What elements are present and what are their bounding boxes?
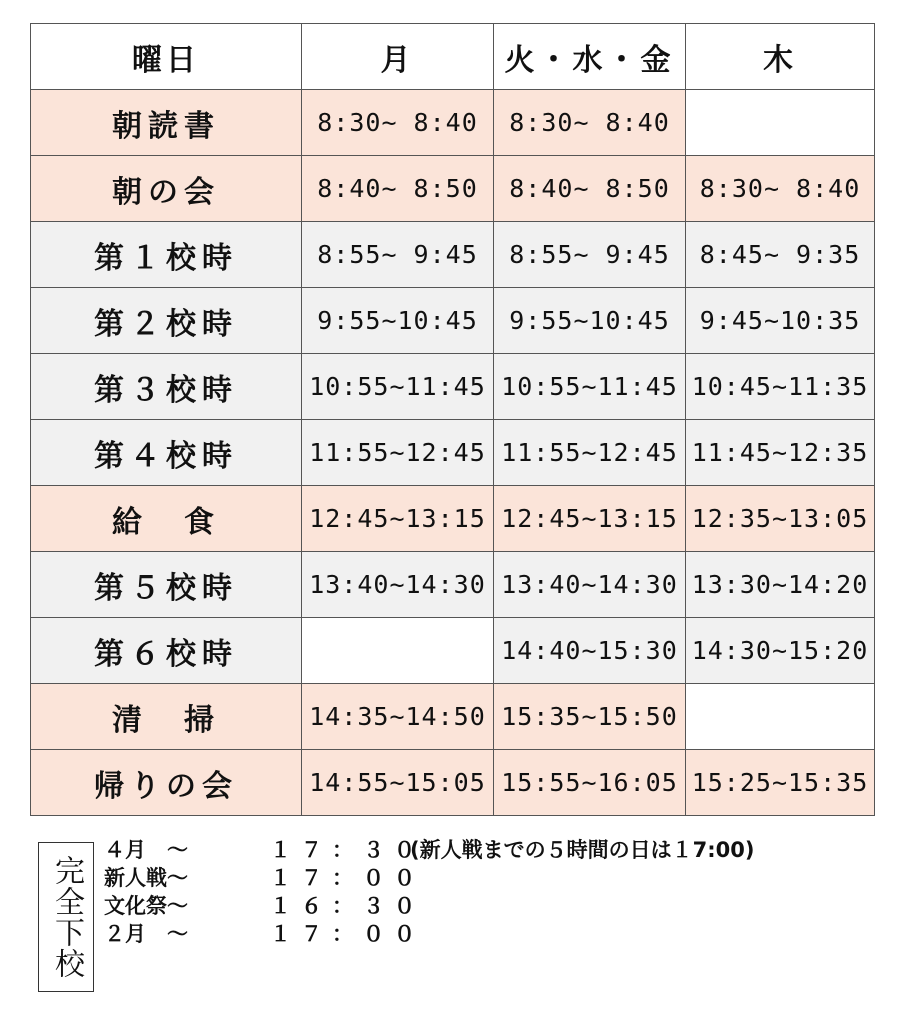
dismissal-list [104,836,894,948]
time-cell-tue-wed-fri: 11:55~12:45 [494,420,686,486]
header-row [31,24,875,90]
dismissal-title-box [38,842,94,992]
table-row [31,618,875,684]
dismissal-period: 文化祭～ [104,894,188,918]
table-row [31,420,875,486]
time-cell-mon: 8:55~ 9:45 [302,222,494,288]
time-cell-mon: 9:55~10:45 [302,288,494,354]
dismissal-title: 完全下校 [49,855,84,979]
time-cell-tue-wed-fri: 15:55~16:05 [494,750,686,816]
row-label: 朝の会 [31,156,302,222]
time-cell-thu: 10:45~11:35 [686,354,875,420]
time-cell-mon: 13:40~14:30 [302,552,494,618]
time-cell-thu: 14:30~15:20 [686,618,875,684]
table-row [31,156,875,222]
table-row [31,288,875,354]
dismissal-period: 新人戦～ [104,866,188,890]
time-cell-mon [302,618,494,684]
table-row [31,486,875,552]
time-cell-tue-wed-fri: 10:55~11:45 [494,354,686,420]
time-cell-thu [686,90,875,156]
time-cell-thu [686,684,875,750]
dismissal-time: １７：００ [270,866,425,890]
time-cell-thu: 8:45~ 9:35 [686,222,875,288]
dismissal-time: １７：００ [270,922,425,946]
table-row [31,684,875,750]
time-cell-tue-wed-fri: 12:45~13:15 [494,486,686,552]
time-cell-thu: 12:35~13:05 [686,486,875,552]
time-cell-tue-wed-fri: 8:55~ 9:45 [494,222,686,288]
time-cell-mon: 11:55~12:45 [302,420,494,486]
row-label: 第２校時 [31,288,302,354]
time-cell-tue-wed-fri: 15:35~15:50 [494,684,686,750]
time-cell-thu: 9:45~10:35 [686,288,875,354]
row-label: 給 食 [31,486,302,552]
table-row [31,750,875,816]
row-label: 第６校時 [31,618,302,684]
table-row [31,222,875,288]
table-row [31,552,875,618]
time-cell-thu: 11:45~12:35 [686,420,875,486]
time-cell-tue-wed-fri: 13:40~14:30 [494,552,686,618]
header-weekday: 曜日 [31,24,302,90]
time-cell-tue-wed-fri: 9:55~10:45 [494,288,686,354]
row-label: 第５校時 [31,552,302,618]
dismissal-entry [104,836,894,864]
header-thursday: 木 [686,24,875,90]
row-label: 清 掃 [31,684,302,750]
time-cell-mon: 8:40~ 8:50 [302,156,494,222]
dismissal-entry [104,920,894,948]
dismissal-entry [104,892,894,920]
header-monday: 月 [302,24,494,90]
row-label: 帰りの会 [31,750,302,816]
time-cell-tue-wed-fri: 8:40~ 8:50 [494,156,686,222]
table-row [31,90,875,156]
row-label: 第１校時 [31,222,302,288]
dismissal-entry [104,864,894,892]
time-cell-mon: 14:55~15:05 [302,750,494,816]
schedule-table [30,23,875,816]
row-label: 第４校時 [31,420,302,486]
dismissal-period: ４月 ～ [104,838,188,862]
dismissal-note: (新人戦までの５時間の日は１7:00) [410,838,755,862]
dismissal-time: １６：３０ [270,894,425,918]
row-label: 朝読書 [31,90,302,156]
time-cell-thu: 8:30~ 8:40 [686,156,875,222]
time-cell-mon: 8:30~ 8:40 [302,90,494,156]
time-cell-mon: 14:35~14:50 [302,684,494,750]
time-cell-tue-wed-fri: 14:40~15:30 [494,618,686,684]
time-cell-thu: 15:25~15:35 [686,750,875,816]
header-tue-wed-fri: 火・水・金 [494,24,686,90]
dismissal-period: ２月 ～ [104,922,188,946]
time-cell-tue-wed-fri: 8:30~ 8:40 [494,90,686,156]
dismissal-time: １７：３０ [270,838,425,862]
time-cell-thu: 13:30~14:20 [686,552,875,618]
time-cell-mon: 12:45~13:15 [302,486,494,552]
row-label: 第３校時 [31,354,302,420]
table-row [31,354,875,420]
time-cell-mon: 10:55~11:45 [302,354,494,420]
